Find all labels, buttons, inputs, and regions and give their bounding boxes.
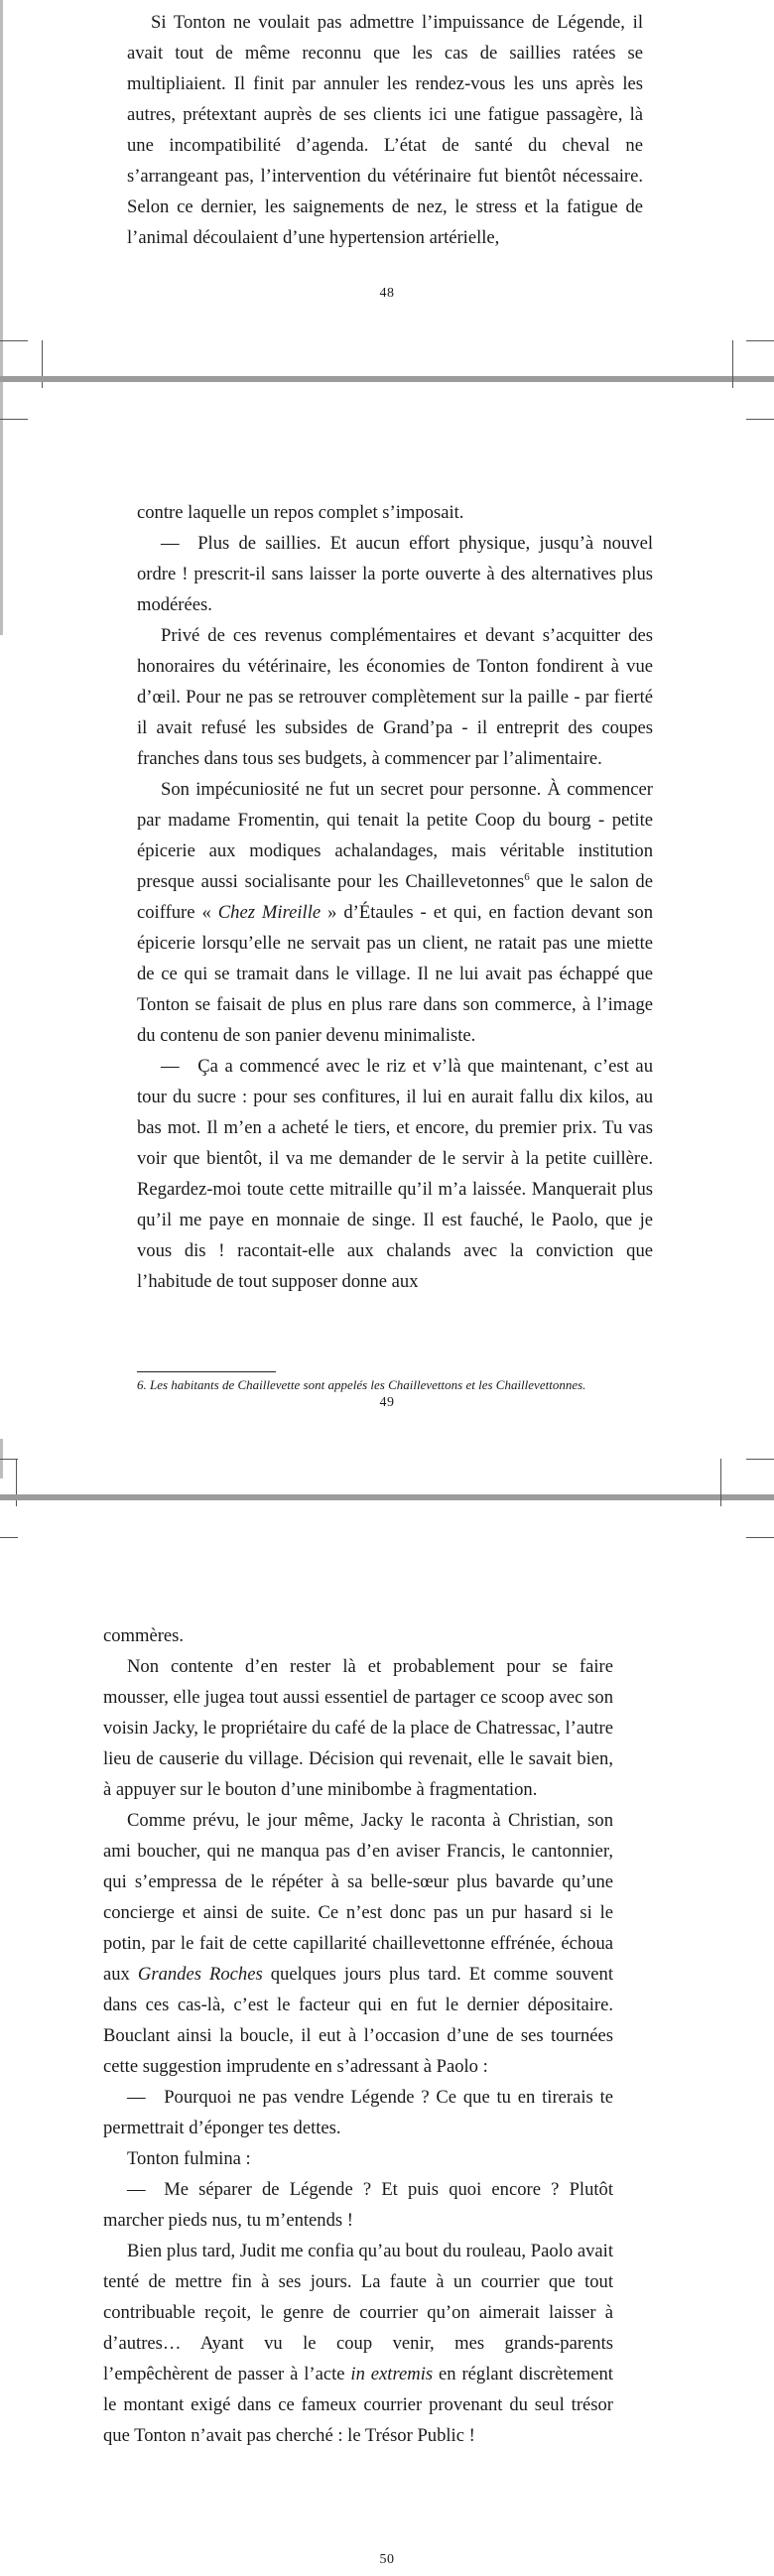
dialogue-paragraph: — Pourquoi ne pas vendre Légende ? Ce que tu en tirerais te permettrait d’éponger tes dettes.: [103, 2087, 613, 2138]
paragraph: commères.: [103, 1625, 185, 1646]
footnote-rule: [137, 1371, 276, 1372]
dialogue-paragraph: — Ça a commencé avec le riz et v’là que maintenant, c’est au tour du sucre : pour ses confitures, il lui en aurait fallu dix kilos, au bas mot. Il m’en a acheté le tiers, et encore, du premier prix. Tu vas voir que bientôt, il va me demander de le servir à la petite cuillère. Regardez-moi toute cette mitraille qu’il m’a laissée. Manquerait plus qu’il me paye en monnaie de singe. Il est fauché, le Paolo, que je vous dis ! racontait-elle aux chalands avec la conviction que l’habitude de tout supposer donne aux: [137, 1056, 653, 1292]
paragraph: Privé de ces revenus complémentaires et devant s’acquitter des honoraires du vétérinaire, les économies de Tonton fondirent à vue d’œil. Pour ne pas se retrouver complètement sur la paille - par fierté il avait refusé les subsides de Grand’pa - il entreprit des coupes franches dans tous ses budgets, à commencer par l’alimentaire.: [137, 625, 653, 769]
page-50-text: [103, 1620, 613, 2451]
paragraph: Tonton fulmina :: [127, 2148, 251, 2169]
paragraph: Comme prévu, le jour même, Jacky le raconta à Christian, son ami boucher, qui ne manqua pas d’en aviser Francis, le cantonnier, qui s’empressa de le répéter à sa belle-sœur plus bavarde qu’une concierge et ainsi de suite. Ce n’est donc pas un pur hasard si le potin, par le fait de cette capillarité chaillevettonne effrénée, échoua aux Grandes Roches quelques jours plus tard. Et comme souvent dans ces cas-là, c’est le facteur qui en fut le dernier dépositaire. Bouclant ainsi la boucle, il eut à l’occasion d’une de ses tournées cette suggestion imprudente en s’adressant à Paolo :: [103, 1810, 614, 2077]
paragraph: Si Tonton ne voulait pas admettre l’impuissance de Légende, il avait tout de même reconnu que les cas de saillies ratées se multipliaient. Il finit par annuler les rendez-vous les uns après les autres, prétextant auprès de ses clients ici une fatigue passagère, là une incompatibilité d’agenda. L’état de santé du cheval ne s’arrangeant pas, l’intervention du vétérinaire fut bientôt nécessaire. Selon ce dernier, les saignements de nez, le stress et la fatigue de l’animal découlaient d’une hypertension artérielle,: [127, 12, 643, 248]
footnote-marker: 6: [524, 870, 530, 883]
dialogue-paragraph: — Me séparer de Légende ? Et puis quoi encore ? Plutôt marcher pieds nus, tu m’entends !: [103, 2179, 613, 2231]
page-number: 49: [379, 1395, 395, 1410]
page-49-text: [137, 497, 653, 1297]
dialogue-paragraph: — Plus de saillies. Et aucun effort physique, jusqu’à nouvel ordre ! prescrit-il sans laisser la porte ouverte à des alternatives plus modérées.: [137, 533, 653, 615]
page-48: [0, 0, 774, 327]
paragraph: Son impécuniosité ne fut un secret pour personne. À commencer par madame Fromentin, qui tenait la petite Coop du bourg - petite épicerie aux modiques achalandages, mais véritable institution presque aussi socialisante pour les Chaillevetonnes$^6$ que le salon de coiffure « Chez Mireille » d’Étaules - et qui, en faction devant son épicerie lorsqu’elle ne servait pas un client, ne ratait pas une miette de ce qui se tramait dans le village. Il ne lui avait pas échappé que Tonton se faisait de plus en plus rare dans son commerce, à l’image du contenu de son panier devenu minimaliste.: [137, 779, 653, 1046]
page-48-text: [127, 7, 643, 253]
paragraph: Non contente d’en rester là et probablement pour se faire mousser, elle jugea tout aussi essentiel de partager ce scoop avec son voisin Jacky, le propriétaire du café de la place de Chatressac, l’autre lieu de causerie du village. Décision qui revenait, elle le savait bien, à appuyer sur le bouton d’une minibombe à fragmentation.: [103, 1656, 613, 1800]
page-separator: [0, 335, 774, 395]
paragraph: contre laquelle un repos complet s’imposait.: [137, 502, 464, 523]
paragraph: Bien plus tard, Judit me confia qu’au bout du rouleau, Paolo avait tenté de mettre fin à ses jours. La faute à un courrier que tout contribuable reçoit, le genre de courrier qu’on aimerait laisser à d’autres… Ayant vu le coup venir, mes grands-parents l’empêchèrent de passer à l’acte in extremis en réglant discrètement le montant exigé dans ce fameux courrier provenant du seul trésor que Tonton n’avait pas cherché : le Trésor Public !: [103, 2241, 613, 2446]
page-50: [0, 1608, 774, 2576]
footnote: 6. Les habitants de Chaillevette sont appelés les Chaillevettons et les Chaillevettonnes.: [137, 1377, 586, 1392]
page-49: [0, 486, 774, 1419]
page-separator: [0, 1454, 774, 1513]
page-number: 50: [379, 2552, 395, 2567]
page-number: 48: [379, 286, 395, 301]
